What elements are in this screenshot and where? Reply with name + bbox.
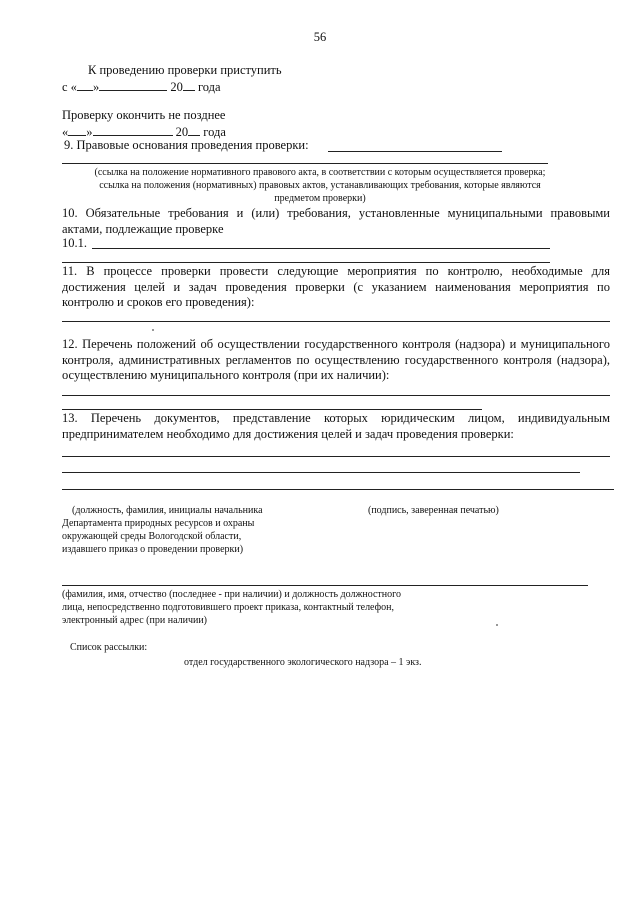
start-title: К проведению проверки приступить — [88, 63, 282, 77]
item13-fill-line-3 — [62, 489, 614, 490]
item9-note-line1: (ссылка на положение нормативного правового акта, в соответствии с которым осуществляется проверка; — [94, 167, 546, 178]
item11-text: 11. В процессе проверки провести следующие мероприятия по контролю, необходимые для достижения целей и задач проведения проверки (с указанием наименования мероприятия по контролю и сроков его проведения): — [62, 264, 610, 310]
preparer-line3: электронный адрес (при наличии) — [62, 615, 207, 626]
signature-stamp-caption: (подпись, заверенная печатью) — [368, 505, 499, 516]
signature-position-line2: Департамента природных ресурсов и охраны — [62, 518, 255, 529]
item10-text: 10. Обязательные требования и (или) требования, установленные муниципальными правовыми актами, подлежащие проверке — [62, 206, 610, 236]
item10-sub-label: 10.1. — [62, 236, 87, 250]
item11-fill-line — [62, 321, 610, 322]
finish-title: Проверку окончить не позднее — [62, 108, 226, 122]
item13-fill-line-2 — [62, 472, 580, 473]
item12-fill-line-2 — [62, 409, 482, 410]
signature-position-line4: издавшего приказ о проведении проверки) — [62, 544, 244, 555]
finish-day-blank — [68, 124, 86, 136]
finish-month-blank — [93, 124, 173, 136]
page-number: 56 — [313, 30, 327, 44]
start-day-blank — [77, 79, 93, 91]
item9-label: 9. Правовые основания проведения проверки: — [64, 138, 309, 152]
item10-fill-line — [62, 262, 550, 263]
preparer-line — [62, 585, 588, 586]
start-date-year: 20 — [167, 80, 183, 94]
finish-date-year: 20 — [172, 125, 189, 139]
start-year-blank — [183, 79, 195, 91]
item12-fill-line-1 — [62, 395, 610, 396]
item13-fill-line-1 — [62, 456, 610, 457]
signature-position-line1: (должность, фамилия, инициалы начальника — [72, 505, 263, 516]
item12-text: 12. Перечень положений об осуществлении государственного контроля (надзора) и муниципального контроля, административных регламентов по осуществлению государственного контроля (надзора), осуществлению муниципального контроля (при их наличии): — [62, 337, 610, 383]
preparer-line1: (фамилия, имя, отчество (последнее - при наличии) и должность должностного — [62, 589, 402, 600]
item9-note-line2: ссылка на положения (нормативных) правовых актов, устанавливающих требования, которые являются — [99, 180, 541, 191]
preparer-line2: лица, непосредственно подготовившего проект приказа, контактный телефон, — [62, 602, 394, 613]
item10-sub-line — [92, 248, 550, 249]
item13-text: 13. Перечень документов, представление которых юридическим лицом, индивидуальным предпринимателем необходимо для достижения целей и задач проведения проверки: — [62, 411, 610, 441]
start-date-prefix: с « — [62, 80, 77, 94]
finish-date-mid: » — [86, 125, 93, 139]
finish-date-prefix: « — [62, 125, 69, 139]
signature-position-line3: окружающей среды Вологодской области, — [62, 531, 242, 542]
distribution-item: отдел государственного экологического надзора – 1 экз. — [184, 657, 422, 668]
start-date-suffix: года — [194, 80, 221, 94]
finish-date-suffix: года — [200, 125, 226, 139]
start-date-mid: » — [92, 80, 100, 94]
item9-fill-line — [62, 163, 548, 164]
item9-inline-line — [328, 151, 502, 152]
start-month-blank — [99, 79, 167, 91]
start-date-line — [62, 79, 221, 95]
item9-note-line3: предметом проверки) — [274, 193, 366, 204]
distribution-label: Список рассылки: — [70, 642, 148, 653]
finish-year-blank — [188, 124, 200, 136]
